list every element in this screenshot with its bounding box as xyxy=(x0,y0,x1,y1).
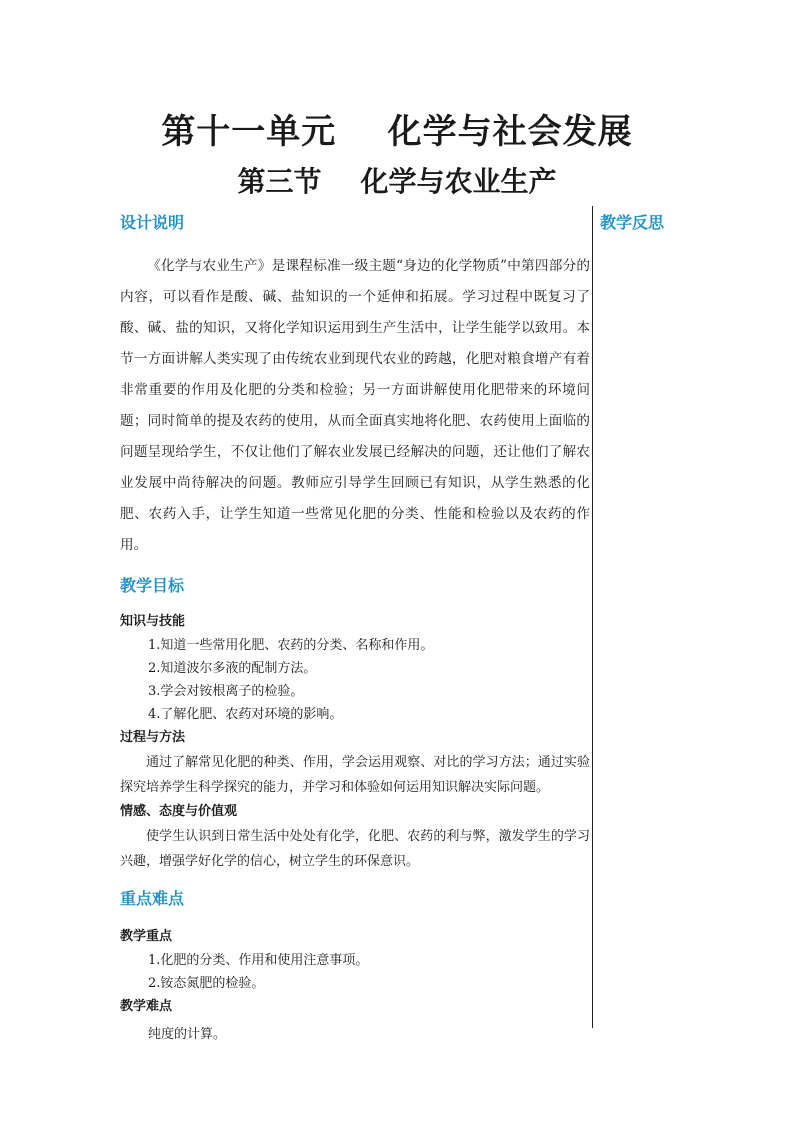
knowledge-heading: 知识与技能 xyxy=(120,614,186,629)
knowledge-item: 1.知道一些常用化肥、农药的分类、名称和作用。 xyxy=(148,638,434,653)
focus-item: 2.铵态氮肥的检验。 xyxy=(148,976,265,991)
difficulty-heading: 教学难点 xyxy=(120,999,173,1014)
process-text: 通过了解常见化肥的种类、作用，学会运用观察、对比的学习方法；通过实验探究培养学生科学探究的能力，并学习和体验如何运用知识解决实际问题。 xyxy=(120,755,590,795)
design-paragraph: 《化学与农业生产》是课程标准一级主题“身边的化学物质”中第四部分的内容，可以看作是酸、碱、盐知识的一个延伸和拓展。学习过程中既复习了酸、碱、盐的知识，又将化学知识运用到生产生活中，让学生能学以致用。本节一方面讲解人类实现了由传统农业到现代农业的跨越，化肥对粮食增产有着非常重要的作用及化肥的分类和检验；另一方面讲解使用化肥带来的环境问题；同时简单的提及农药的使用，从而全面真实地将化肥、农药使用上面临的问题呈现给学生，不仅让他们了解农业发展已经解决的问题，还让他们了解农业发展中尚待解决的问题。教师应引导学生回顾已有知识，从学生熟悉的化肥、农药入手，让学生知道一些常见化肥的分类、性能和检验以及农药的作用。 xyxy=(120,258,590,553)
main-column xyxy=(120,210,590,1046)
focus-heading: 教学重点 xyxy=(120,929,173,944)
knowledge-item: 4.了解化肥、农药对环境的影响。 xyxy=(148,707,343,722)
design-heading: 设计说明 xyxy=(120,213,185,232)
unit-title: 第十一单元 化学与社会发展 xyxy=(161,112,633,152)
focus-item: 1.化肥的分类、作用和使用注意事项。 xyxy=(148,953,369,968)
goals-heading: 教学目标 xyxy=(120,576,185,595)
keypoints-heading: 重点难点 xyxy=(120,889,185,908)
attitude-heading: 情感、态度与价值观 xyxy=(120,804,238,819)
knowledge-item: 2.知道波尔多液的配制方法。 xyxy=(148,661,317,676)
reflection-heading: 教学反思 xyxy=(600,213,665,232)
section-title: 第三节 化学与农业生产 xyxy=(237,165,557,198)
column-divider xyxy=(592,206,593,1028)
knowledge-item: 3.学会对铵根离子的检验。 xyxy=(148,684,304,699)
reflection-column xyxy=(600,210,664,233)
attitude-text: 使学生认识到日常生活中处处有化学，化肥、农药的利与弊，激发学生的学习兴趣，增强学好化学的信心，树立学生的环保意识。 xyxy=(120,829,590,869)
process-heading: 过程与方法 xyxy=(120,730,186,745)
difficulty-text: 纯度的计算。 xyxy=(148,1027,227,1042)
